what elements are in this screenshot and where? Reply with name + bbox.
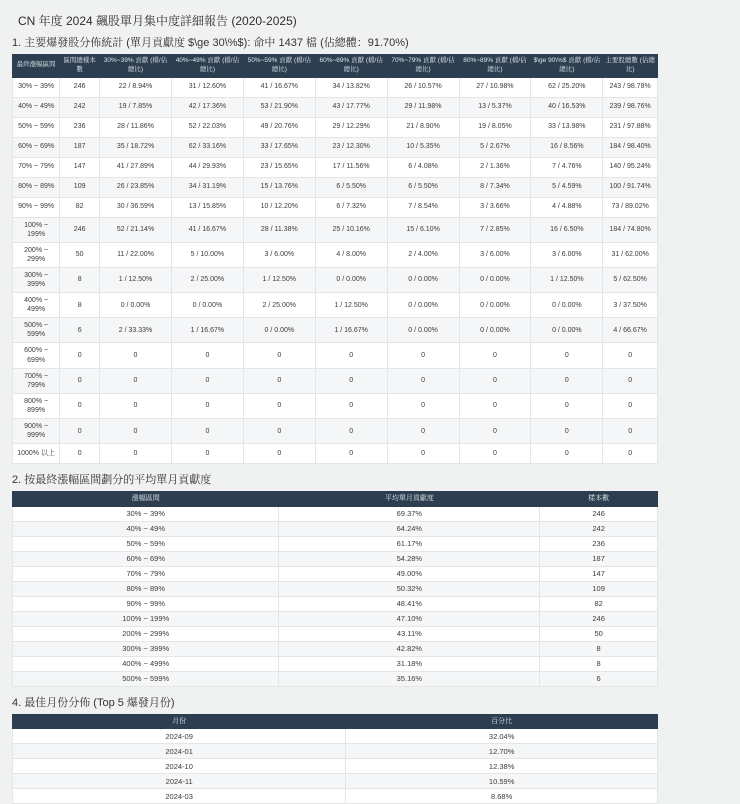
column-header: 平均單月貢獻度	[279, 492, 540, 506]
top-months-table	[12, 714, 658, 804]
table-cell: 52 / 21.14%	[100, 217, 172, 242]
table-cell: 25 / 10.16%	[315, 217, 387, 242]
column-header: 70%~79% 貢獻 (檔/佔總比)	[387, 55, 459, 78]
table-cell: 34 / 31.19%	[171, 177, 243, 197]
table-row	[13, 77, 658, 97]
table-cell: 246	[60, 217, 100, 242]
table-cell: 48.41%	[279, 596, 540, 611]
table-cell: 27 / 10.98%	[459, 77, 531, 97]
table-cell: 200% ~ 299%	[13, 626, 279, 641]
table-cell: 15 / 6.10%	[387, 217, 459, 242]
table-cell: 0	[243, 444, 315, 464]
table-cell: 0	[171, 343, 243, 368]
table-cell: 246	[540, 611, 658, 626]
table-cell: 0	[100, 444, 172, 464]
table-cell: 43 / 17.77%	[315, 97, 387, 117]
table-cell: 50% ~ 59%	[13, 536, 279, 551]
table-cell: 4 / 66.67%	[603, 318, 658, 343]
table-cell: 4 / 8.00%	[315, 242, 387, 267]
table-cell: 30 / 36.59%	[100, 197, 172, 217]
table-cell: 30% ~ 39%	[13, 77, 60, 97]
table-cell: 0	[459, 393, 531, 418]
section4-heading: 4. 最佳月份分佈 (Top 5 爆發月份)	[12, 696, 175, 709]
column-header: 60%~69% 貢獻 (檔/佔總比)	[315, 55, 387, 78]
table-cell: 2 / 4.00%	[387, 242, 459, 267]
table-cell: 900% ~ 999%	[13, 419, 60, 444]
table-row	[13, 242, 658, 267]
table-cell: 0	[171, 419, 243, 444]
column-header: 50%~59% 貢獻 (檔/佔總比)	[243, 55, 315, 78]
table-cell: 300% ~ 399%	[13, 641, 279, 656]
table-header-row	[13, 55, 658, 78]
table-cell: 187	[540, 551, 658, 566]
table-cell: 5 / 2.67%	[459, 137, 531, 157]
table-row	[13, 343, 658, 368]
column-header: 80%~89% 貢獻 (檔/佔總比)	[459, 55, 531, 78]
table-cell: 246	[540, 506, 658, 521]
table-cell: 8	[540, 641, 658, 656]
table-cell: 109	[540, 581, 658, 596]
table-cell: 13 / 15.85%	[171, 197, 243, 217]
column-header: $\ge 90\%$ 貢獻 (檔/佔總比)	[531, 55, 603, 78]
table-row	[13, 641, 658, 656]
table-row	[13, 419, 658, 444]
table-cell: 60% ~ 69%	[13, 137, 60, 157]
table-cell: 0	[100, 419, 172, 444]
table-cell: 70% ~ 79%	[13, 157, 60, 177]
table-cell: 32.04%	[346, 729, 658, 744]
table-row	[13, 789, 658, 804]
table-cell: 64.24%	[279, 521, 540, 536]
table-row	[13, 729, 658, 744]
table-cell: 35.16%	[279, 671, 540, 686]
table-row	[13, 566, 658, 581]
table-cell: 17 / 11.56%	[315, 157, 387, 177]
top-months-table-head	[13, 714, 658, 728]
table-cell: 62 / 33.16%	[171, 137, 243, 157]
distribution-table	[12, 54, 658, 464]
table-cell: 35 / 18.72%	[100, 137, 172, 157]
table-header-row	[13, 492, 658, 506]
table-cell: 34 / 13.82%	[315, 77, 387, 97]
table-cell: 0	[603, 444, 658, 464]
table-row	[13, 774, 658, 789]
table-cell: 0	[243, 393, 315, 418]
table-cell: 0	[459, 343, 531, 368]
table-cell: 3 / 6.00%	[459, 242, 531, 267]
table-cell: 2024-10	[13, 759, 346, 774]
table-cell: 2024-11	[13, 774, 346, 789]
table-cell: 42 / 17.36%	[171, 97, 243, 117]
table-cell: 0	[60, 419, 100, 444]
table-row	[13, 97, 658, 117]
table-cell: 73 / 89.02%	[603, 197, 658, 217]
table-row	[13, 393, 658, 418]
table-cell: 0	[243, 343, 315, 368]
table-row	[13, 197, 658, 217]
table-cell: 109	[60, 177, 100, 197]
table-cell: 0	[531, 419, 603, 444]
table-row	[13, 177, 658, 197]
table-row	[13, 611, 658, 626]
table-cell: 236	[60, 117, 100, 137]
table-cell: 0 / 0.00%	[171, 293, 243, 318]
table-cell: 22 / 8.94%	[100, 77, 172, 97]
table-cell: 28 / 11.38%	[243, 217, 315, 242]
section1-heading: 1. 主要爆發股分佈統計 (單月貢獻度 $\ge 30\%$): 命中 1437 檔 (佔總體：91.70%)	[12, 37, 409, 49]
table-cell: 33 / 13.98%	[531, 117, 603, 137]
column-header: 漲幅區間	[13, 492, 279, 506]
table-cell: 0 / 0.00%	[531, 318, 603, 343]
table-cell: 0	[100, 368, 172, 393]
table-cell: 49.00%	[279, 566, 540, 581]
table-cell: 70% ~ 79%	[13, 566, 279, 581]
table-cell: 0	[531, 444, 603, 464]
column-header: 區間總樣本數	[60, 55, 100, 78]
average-contribution-table	[12, 491, 658, 686]
table-cell: 0	[171, 444, 243, 464]
table-cell: 0 / 0.00%	[315, 267, 387, 292]
table-cell: 19 / 7.85%	[100, 97, 172, 117]
table-cell: 0	[243, 368, 315, 393]
table-cell: 700% ~ 799%	[13, 368, 60, 393]
table-cell: 600% ~ 699%	[13, 343, 60, 368]
table-cell: 42.82%	[279, 641, 540, 656]
table-cell: 5 / 62.50%	[603, 267, 658, 292]
table-cell: 28 / 11.86%	[100, 117, 172, 137]
table-cell: 0 / 0.00%	[459, 318, 531, 343]
table-cell: 10.59%	[346, 774, 658, 789]
table-row	[13, 267, 658, 292]
table-cell: 0	[387, 419, 459, 444]
table-cell: 90% ~ 99%	[13, 596, 279, 611]
table-cell: 200% ~ 299%	[13, 242, 60, 267]
table-cell: 100 / 91.74%	[603, 177, 658, 197]
table-cell: 0	[459, 368, 531, 393]
table-row	[13, 551, 658, 566]
table-cell: 19 / 8.05%	[459, 117, 531, 137]
column-header: 40%~49% 貢獻 (檔/佔總比)	[171, 55, 243, 78]
table-cell: 0	[459, 419, 531, 444]
table-cell: 52 / 22.03%	[171, 117, 243, 137]
table-cell: 23 / 12.30%	[315, 137, 387, 157]
table-cell: 0	[171, 393, 243, 418]
table-row	[13, 217, 658, 242]
table-row	[13, 293, 658, 318]
column-header: 最終漲幅區間	[13, 55, 60, 78]
table-cell: 246	[60, 77, 100, 97]
table-cell: 0 / 0.00%	[459, 267, 531, 292]
table-cell: 6 / 5.50%	[387, 177, 459, 197]
table-cell: 21 / 8.90%	[387, 117, 459, 137]
table-cell: 40 / 16.53%	[531, 97, 603, 117]
table-cell: 16 / 6.50%	[531, 217, 603, 242]
table-cell: 236	[540, 536, 658, 551]
table-cell: 1000% 以上	[13, 444, 60, 464]
table-cell: 0	[60, 343, 100, 368]
table-cell: 2024-01	[13, 744, 346, 759]
table-cell: 41 / 27.89%	[100, 157, 172, 177]
table-cell: 5 / 10.00%	[171, 242, 243, 267]
table-cell: 6 / 5.50%	[315, 177, 387, 197]
table-cell: 62 / 25.20%	[531, 77, 603, 97]
table-cell: 300% ~ 399%	[13, 267, 60, 292]
table-cell: 41 / 16.67%	[243, 77, 315, 97]
column-header: 百分比	[346, 714, 658, 728]
table-cell: 100% ~ 199%	[13, 611, 279, 626]
table-cell: 2 / 33.33%	[100, 318, 172, 343]
table-cell: 16 / 8.56%	[531, 137, 603, 157]
table-cell: 13 / 5.37%	[459, 97, 531, 117]
table-cell: 0	[531, 393, 603, 418]
table-cell: 7 / 8.54%	[387, 197, 459, 217]
table-row	[13, 536, 658, 551]
table-cell: 0	[603, 393, 658, 418]
table-row	[13, 117, 658, 137]
table-cell: 41 / 16.67%	[171, 217, 243, 242]
table-cell: 500% ~ 599%	[13, 318, 60, 343]
table-row	[13, 521, 658, 536]
table-cell: 3 / 6.00%	[243, 242, 315, 267]
table-row	[13, 318, 658, 343]
table-cell: 8	[60, 293, 100, 318]
table-cell: 242	[540, 521, 658, 536]
table-cell: 2 / 25.00%	[171, 267, 243, 292]
table-cell: 44 / 29.93%	[171, 157, 243, 177]
table-cell: 60% ~ 69%	[13, 551, 279, 566]
average-contribution-table-body	[13, 506, 658, 686]
table-cell: 29 / 12.29%	[315, 117, 387, 137]
table-row	[13, 671, 658, 686]
table-cell: 0	[603, 343, 658, 368]
column-header: 主要股總數 (佔總比)	[603, 55, 658, 78]
table-cell: 6	[60, 318, 100, 343]
table-cell: 400% ~ 499%	[13, 656, 279, 671]
table-cell: 187	[60, 137, 100, 157]
table-cell: 61.17%	[279, 536, 540, 551]
table-cell: 29 / 11.98%	[387, 97, 459, 117]
table-row	[13, 626, 658, 641]
table-cell: 40% ~ 49%	[13, 97, 60, 117]
table-cell: 6	[540, 671, 658, 686]
table-cell: 239 / 98.76%	[603, 97, 658, 117]
table-cell: 0	[171, 368, 243, 393]
table-row	[13, 581, 658, 596]
table-cell: 12.70%	[346, 744, 658, 759]
table-cell: 30% ~ 39%	[13, 506, 279, 521]
table-cell: 0 / 0.00%	[243, 318, 315, 343]
table-cell: 31.18%	[279, 656, 540, 671]
table-cell: 0	[603, 368, 658, 393]
table-row	[13, 759, 658, 774]
table-cell: 0	[387, 444, 459, 464]
column-header: 月份	[13, 714, 346, 728]
table-cell: 1 / 12.50%	[315, 293, 387, 318]
table-cell: 184 / 74.80%	[603, 217, 658, 242]
table-cell: 0 / 0.00%	[459, 293, 531, 318]
table-cell: 33 / 17.65%	[243, 137, 315, 157]
table-cell: 26 / 23.85%	[100, 177, 172, 197]
table-cell: 2024-09	[13, 729, 346, 744]
table-cell: 0	[387, 393, 459, 418]
table-cell: 53 / 21.90%	[243, 97, 315, 117]
table-cell: 800% ~ 899%	[13, 393, 60, 418]
table-row	[13, 368, 658, 393]
table-cell: 242	[60, 97, 100, 117]
table-cell: 8 / 7.34%	[459, 177, 531, 197]
table-cell: 49 / 20.76%	[243, 117, 315, 137]
average-contribution-table-head	[13, 492, 658, 506]
table-cell: 7 / 4.76%	[531, 157, 603, 177]
table-cell: 5 / 4.59%	[531, 177, 603, 197]
table-cell: 8	[60, 267, 100, 292]
table-cell: 11 / 22.00%	[100, 242, 172, 267]
table-cell: 54.28%	[279, 551, 540, 566]
table-cell: 50% ~ 59%	[13, 117, 60, 137]
table-cell: 4 / 4.88%	[531, 197, 603, 217]
table-cell: 15 / 13.76%	[243, 177, 315, 197]
table-row	[13, 596, 658, 611]
table-cell: 0	[60, 444, 100, 464]
table-cell: 31 / 12.60%	[171, 77, 243, 97]
table-cell: 7 / 2.85%	[459, 217, 531, 242]
table-cell: 1 / 12.50%	[243, 267, 315, 292]
table-cell: 6 / 7.32%	[315, 197, 387, 217]
table-cell: 8.68%	[346, 789, 658, 804]
table-row	[13, 157, 658, 177]
table-row	[13, 506, 658, 521]
table-cell: 0	[60, 368, 100, 393]
table-cell: 3 / 37.50%	[603, 293, 658, 318]
table-cell: 80% ~ 89%	[13, 177, 60, 197]
table-cell: 26 / 10.57%	[387, 77, 459, 97]
table-cell: 69.37%	[279, 506, 540, 521]
table-cell: 147	[60, 157, 100, 177]
column-header: 樣本數	[540, 492, 658, 506]
table-cell: 0	[387, 343, 459, 368]
table-cell: 40% ~ 49%	[13, 521, 279, 536]
table-cell: 0	[603, 419, 658, 444]
table-cell: 82	[60, 197, 100, 217]
table-cell: 243 / 98.78%	[603, 77, 658, 97]
table-cell: 3 / 6.00%	[531, 242, 603, 267]
table-cell: 0	[315, 393, 387, 418]
page-title: CN 年度 2024 飆股單月集中度詳細報告 (2020-2025)	[18, 14, 297, 28]
table-cell: 0 / 0.00%	[100, 293, 172, 318]
table-cell: 1 / 16.67%	[171, 318, 243, 343]
section2-heading: 2. 按最終漲幅區間劃分的平均單月貢獻度	[12, 474, 212, 487]
table-cell: 0	[315, 419, 387, 444]
table-cell: 1 / 12.50%	[531, 267, 603, 292]
table-cell: 50	[60, 242, 100, 267]
table-cell: 8	[540, 656, 658, 671]
distribution-table-head	[13, 55, 658, 78]
table-cell: 2 / 25.00%	[243, 293, 315, 318]
table-cell: 2024-03	[13, 789, 346, 804]
table-cell: 82	[540, 596, 658, 611]
table-cell: 80% ~ 89%	[13, 581, 279, 596]
table-cell: 2 / 1.36%	[459, 157, 531, 177]
table-cell: 0 / 0.00%	[387, 293, 459, 318]
column-header: 30%~39% 貢獻 (檔/佔總比)	[100, 55, 172, 78]
table-cell: 0 / 0.00%	[387, 318, 459, 343]
distribution-table-body	[13, 77, 658, 464]
table-cell: 100% ~ 199%	[13, 217, 60, 242]
top-months-table-body	[13, 729, 658, 804]
table-cell: 50	[540, 626, 658, 641]
table-cell: 50.32%	[279, 581, 540, 596]
table-cell: 31 / 62.00%	[603, 242, 658, 267]
table-cell: 0	[387, 368, 459, 393]
table-cell: 0	[100, 343, 172, 368]
table-cell: 140 / 95.24%	[603, 157, 658, 177]
table-cell: 400% ~ 499%	[13, 293, 60, 318]
table-cell: 10 / 12.20%	[243, 197, 315, 217]
table-cell: 1 / 12.50%	[100, 267, 172, 292]
table-cell: 0 / 0.00%	[531, 293, 603, 318]
table-cell: 0	[315, 368, 387, 393]
table-cell: 0	[531, 368, 603, 393]
table-cell: 10 / 5.35%	[387, 137, 459, 157]
table-row	[13, 744, 658, 759]
table-cell: 12.38%	[346, 759, 658, 774]
table-header-row	[13, 714, 658, 728]
table-cell: 90% ~ 99%	[13, 197, 60, 217]
table-row	[13, 444, 658, 464]
table-cell: 23 / 15.65%	[243, 157, 315, 177]
table-cell: 0 / 0.00%	[387, 267, 459, 292]
table-cell: 1 / 16.67%	[315, 318, 387, 343]
table-cell: 3 / 3.66%	[459, 197, 531, 217]
table-row	[13, 137, 658, 157]
table-cell: 0	[315, 343, 387, 368]
table-cell: 43.11%	[279, 626, 540, 641]
table-cell: 0	[100, 393, 172, 418]
table-cell: 0	[60, 393, 100, 418]
table-cell: 231 / 97.88%	[603, 117, 658, 137]
table-cell: 0	[459, 444, 531, 464]
table-cell: 6 / 4.08%	[387, 157, 459, 177]
table-cell: 47.10%	[279, 611, 540, 626]
table-cell: 500% ~ 599%	[13, 671, 279, 686]
table-cell: 184 / 98.40%	[603, 137, 658, 157]
table-cell: 0	[243, 419, 315, 444]
table-cell: 0	[531, 343, 603, 368]
table-cell: 147	[540, 566, 658, 581]
table-cell: 0	[315, 444, 387, 464]
table-row	[13, 656, 658, 671]
